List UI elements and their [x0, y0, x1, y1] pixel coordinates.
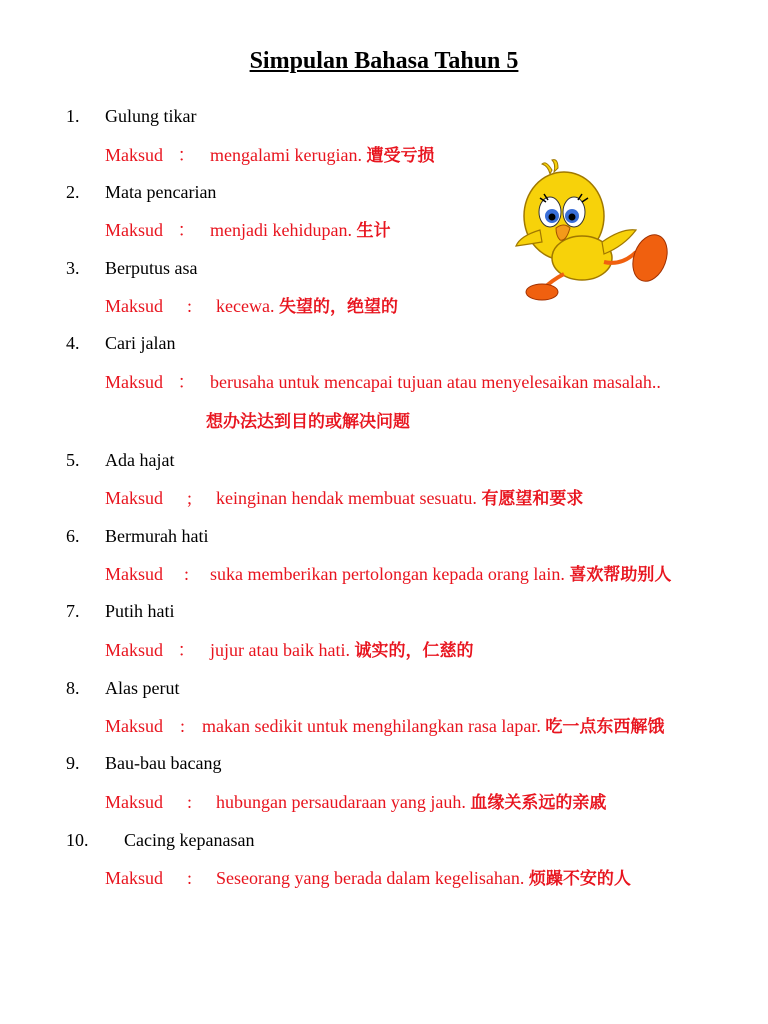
item-term: Berputus asa — [105, 258, 198, 278]
meaning-text: hubungan persaudaraan yang jauh. — [216, 792, 466, 812]
meaning-text: Seseorang yang berada dalam kegelisahan. — [216, 868, 525, 888]
meaning-text: menjadi kehidupan. — [210, 220, 352, 240]
meaning-separator: : — [179, 716, 185, 736]
meaning-label: Maksud — [105, 640, 163, 660]
item-term: Cacing kepanasan — [124, 830, 255, 850]
item-meaning — [105, 218, 390, 243]
meaning-chinese: 诚实的，仁慈的 — [354, 641, 474, 661]
meaning-separator: ： — [177, 220, 196, 240]
item-number: 3. — [66, 258, 80, 278]
meaning-chinese: 烦躁不安的人 — [528, 869, 631, 889]
meaning-chinese: 血缘关系远的亲戚 — [470, 793, 607, 813]
item-number: 7. — [66, 601, 80, 621]
cartoon-bird-illustration — [512, 158, 672, 306]
item-term: Cari jalan — [105, 333, 176, 353]
meaning-label: Maksud — [105, 792, 163, 812]
meaning-chinese: 吃一点东西解饿 — [545, 717, 665, 737]
meaning-label: Maksud — [105, 220, 163, 240]
item-meaning — [105, 790, 606, 815]
item-term: Bermurah hati — [105, 526, 209, 546]
item-meaning — [105, 866, 631, 891]
meaning-chinese: 遭受亏损 — [366, 146, 435, 166]
item-term: Gulung tikar — [105, 106, 197, 126]
item-number: 4. — [66, 333, 80, 353]
meaning-separator: : — [186, 868, 192, 888]
meaning-label: Maksud — [105, 564, 163, 584]
item-meaning — [105, 294, 398, 319]
item-number: 8. — [66, 678, 80, 698]
meaning-label: Maksud — [105, 716, 163, 736]
meaning-text: berusaha untuk mencapai tujuan atau menyelesaikan masalah.. — [210, 372, 661, 392]
item-meaning — [105, 486, 583, 511]
meaning-separator: : — [186, 296, 192, 316]
item-meaning — [105, 143, 434, 168]
item-number: 6. — [66, 526, 80, 546]
meaning-separator: ： — [177, 372, 196, 392]
meaning-separator: : — [183, 564, 189, 584]
meaning-text: suka memberikan pertolongan kepada orang lain. — [210, 564, 565, 584]
meaning-text: makan sedikit untuk menghilangkan rasa lapar. — [202, 716, 541, 736]
meaning-label: Maksud — [105, 488, 163, 508]
item-term: Mata pencarian — [105, 182, 217, 202]
meaning-separator: ： — [177, 145, 196, 165]
item-meaning — [105, 370, 661, 394]
meaning-chinese: 生计 — [356, 221, 391, 241]
item-meaning — [105, 562, 671, 587]
item-number: 2. — [66, 182, 80, 202]
meaning-text: mengalami kerugian. — [210, 145, 362, 165]
item-number: 9. — [66, 753, 80, 773]
meaning-label: Maksud — [105, 145, 163, 165]
item-meaning — [105, 638, 473, 663]
item-term: Putih hati — [105, 601, 175, 621]
meaning-text: jujur atau baik hati. — [210, 640, 350, 660]
item-term: Ada hajat — [105, 450, 175, 470]
meaning-text: keinginan hendak membuat sesuatu. — [216, 488, 477, 508]
meaning-separator: ： — [177, 640, 196, 660]
meaning-label: Maksud — [105, 296, 163, 316]
meaning-chinese: 喜欢帮助别人 — [569, 565, 672, 585]
meaning-label: Maksud — [105, 372, 163, 392]
item-number: 10. — [66, 830, 89, 850]
item-number: 1. — [66, 106, 80, 126]
item-number: 5. — [66, 450, 80, 470]
meaning-text: kecewa. — [216, 296, 275, 316]
meaning-separator: ; — [186, 488, 192, 508]
item-meaning — [105, 714, 664, 739]
item-term: Bau-bau bacang — [105, 753, 222, 773]
meaning-separator: : — [186, 792, 192, 812]
page-title: Simpulan Bahasa Tahun 5 — [249, 48, 519, 74]
meaning-chinese: 失望的，绝望的 — [278, 297, 398, 317]
item-term: Alas perut — [105, 678, 180, 698]
meaning-chinese: 有愿望和要求 — [481, 489, 584, 509]
meaning-label: Maksud — [105, 868, 163, 888]
meaning-chinese-continued: 想办法达到目的或解决问题 — [206, 412, 410, 432]
